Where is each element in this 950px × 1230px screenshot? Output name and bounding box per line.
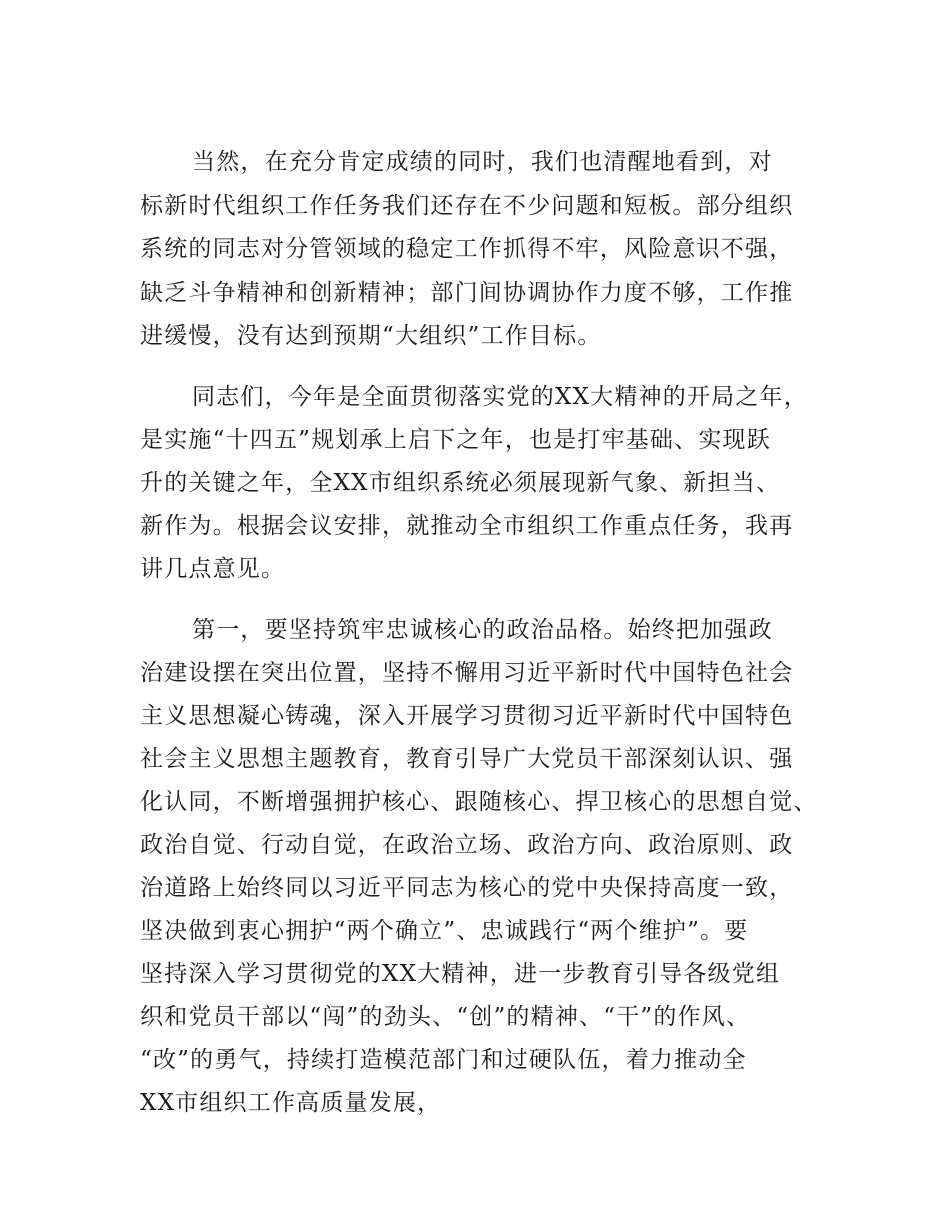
- text-line: 政治自觉、行动自觉，在政治立场、政治方向、政治原则、政: [140, 832, 794, 858]
- text-line: 进缓慢，没有达到预期“大组织”工作目标。: [140, 323, 602, 349]
- text-line: 治道路上始终同以习近平同志为核心的党中央保持高度一致，: [140, 875, 794, 901]
- text-line: 缺乏斗争精神和创新精神；部门间协调协作力度不够，工作推: [140, 280, 794, 306]
- text-line: 升的关键之年，全XX市组织系统必须展现新气象、新担当、: [140, 470, 781, 496]
- text-line: 主义思想凝心铸魂，深入开展学习贯彻习近平新时代中国特色: [140, 703, 794, 729]
- text-line: 化认同，不断增强拥护核心、跟随核心、捍卫核心的思想自觉、: [140, 789, 818, 815]
- text-line: 是实施“十四五”规划承上启下之年，也是打牢基础、实现跃: [140, 427, 771, 453]
- text-line: 新作为。根据会议安排，就推动全市组织工作重点任务，我再: [140, 513, 794, 539]
- text-line: “改”的勇气，持续打造模范部门和过硬队伍，着力推动全: [140, 1047, 747, 1073]
- text-line: 织和党员干部以“闯”的劲头、“创”的精神、“干”的作风、: [140, 1004, 751, 1030]
- text-line: 第一，要坚持筑牢忠诚核心的政治品格。始终把加强政: [192, 617, 773, 643]
- text-line: XX市组织工作高质量发展，: [140, 1090, 442, 1116]
- text-line: 坚持深入学习贯彻党的XX大精神，进一步教育引导各级党组: [140, 961, 781, 987]
- text-line: 同志们，今年是全面贯彻落实党的XX大精神的开局之年，: [192, 384, 808, 410]
- text-line: 当然，在充分肯定成绩的同时，我们也清醒地看到，对: [192, 149, 773, 175]
- text-line: 治建设摆在突出位置，坚持不懈用习近平新时代中国特色社会: [140, 660, 794, 686]
- text-line: 系统的同志对分管领域的稳定工作抓得不牢，风险意识不强，: [140, 236, 794, 262]
- text-line: 社会主义思想主题教育，教育引导广大党员干部深刻认识、强: [140, 746, 794, 772]
- text-line: 标新时代组织工作任务我们还存在不少问题和短板。部分组织: [140, 193, 794, 219]
- text-line: 坚决做到衷心拥护“两个确立”、忠诚践行“两个维护”。要: [140, 918, 749, 944]
- text-line: 讲几点意见。: [140, 556, 286, 582]
